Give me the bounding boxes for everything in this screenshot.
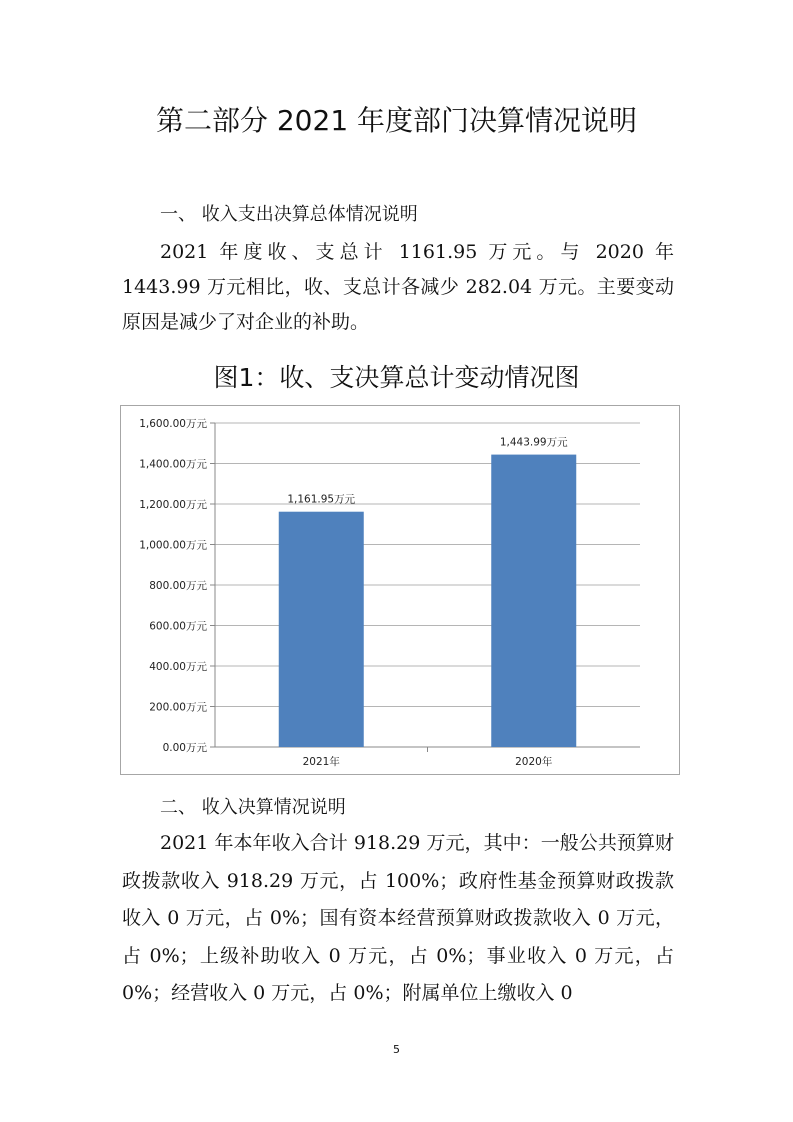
bar-chart	[120, 405, 680, 775]
y-tick-label: 0.00万元	[162, 742, 207, 754]
x-tick-label: 2021年	[302, 756, 340, 768]
y-tick-label: 1,600.00万元	[139, 418, 207, 430]
y-tick-label: 600.00万元	[149, 620, 207, 633]
data-label: 1,443.99万元	[499, 436, 568, 449]
bar	[491, 455, 576, 747]
x-tick-label: 2020年	[515, 756, 553, 768]
page-title: 第二部分 2021 年度部门决算情况说明	[155, 104, 638, 137]
chart-title: 图1：收、支决算总计变动情况图	[213, 363, 580, 392]
y-tick-label: 1,200.00万元	[139, 499, 207, 511]
y-tick-label: 800.00万元	[149, 580, 207, 592]
section-heading-overview: 一、 收入支出决算总体情况说明	[160, 204, 418, 225]
y-tick-label: 400.00万元	[149, 661, 207, 673]
bar	[279, 512, 364, 747]
y-tick-label: 1,400.00万元	[139, 458, 207, 471]
y-tick-label: 1,000.00万元	[139, 539, 207, 552]
y-tick-label: 200.00万元	[149, 701, 207, 714]
overview-paragraph: 2021 年度收、支总计 1161.95 万元。与 2020 年 1443.99 万元相比，收、支总计各减少 282.04 万元。主要变动原因是减少了对企业的补助。	[122, 241, 674, 333]
page-number: 5	[393, 1043, 400, 1056]
section-heading-income: 二、 收入决算情况说明	[160, 797, 346, 818]
income-paragraph: 2021 年本年收入合计 918.29 万元，其中：一般公共预算财政拨款收入 918.29 万元，占 100%；政府性基金预算财政拨款收入 0 万元，占 0%；国有资本经营预算财政拨款收入 0 万元，占 0%；上级补助收入 0 万元，占 0%；事业收入 0 万元，占 0%；经营收入 0 万元，占 0%；附属单位上缴收入 0	[122, 832, 674, 1004]
data-label: 1,161.95万元	[287, 493, 356, 506]
